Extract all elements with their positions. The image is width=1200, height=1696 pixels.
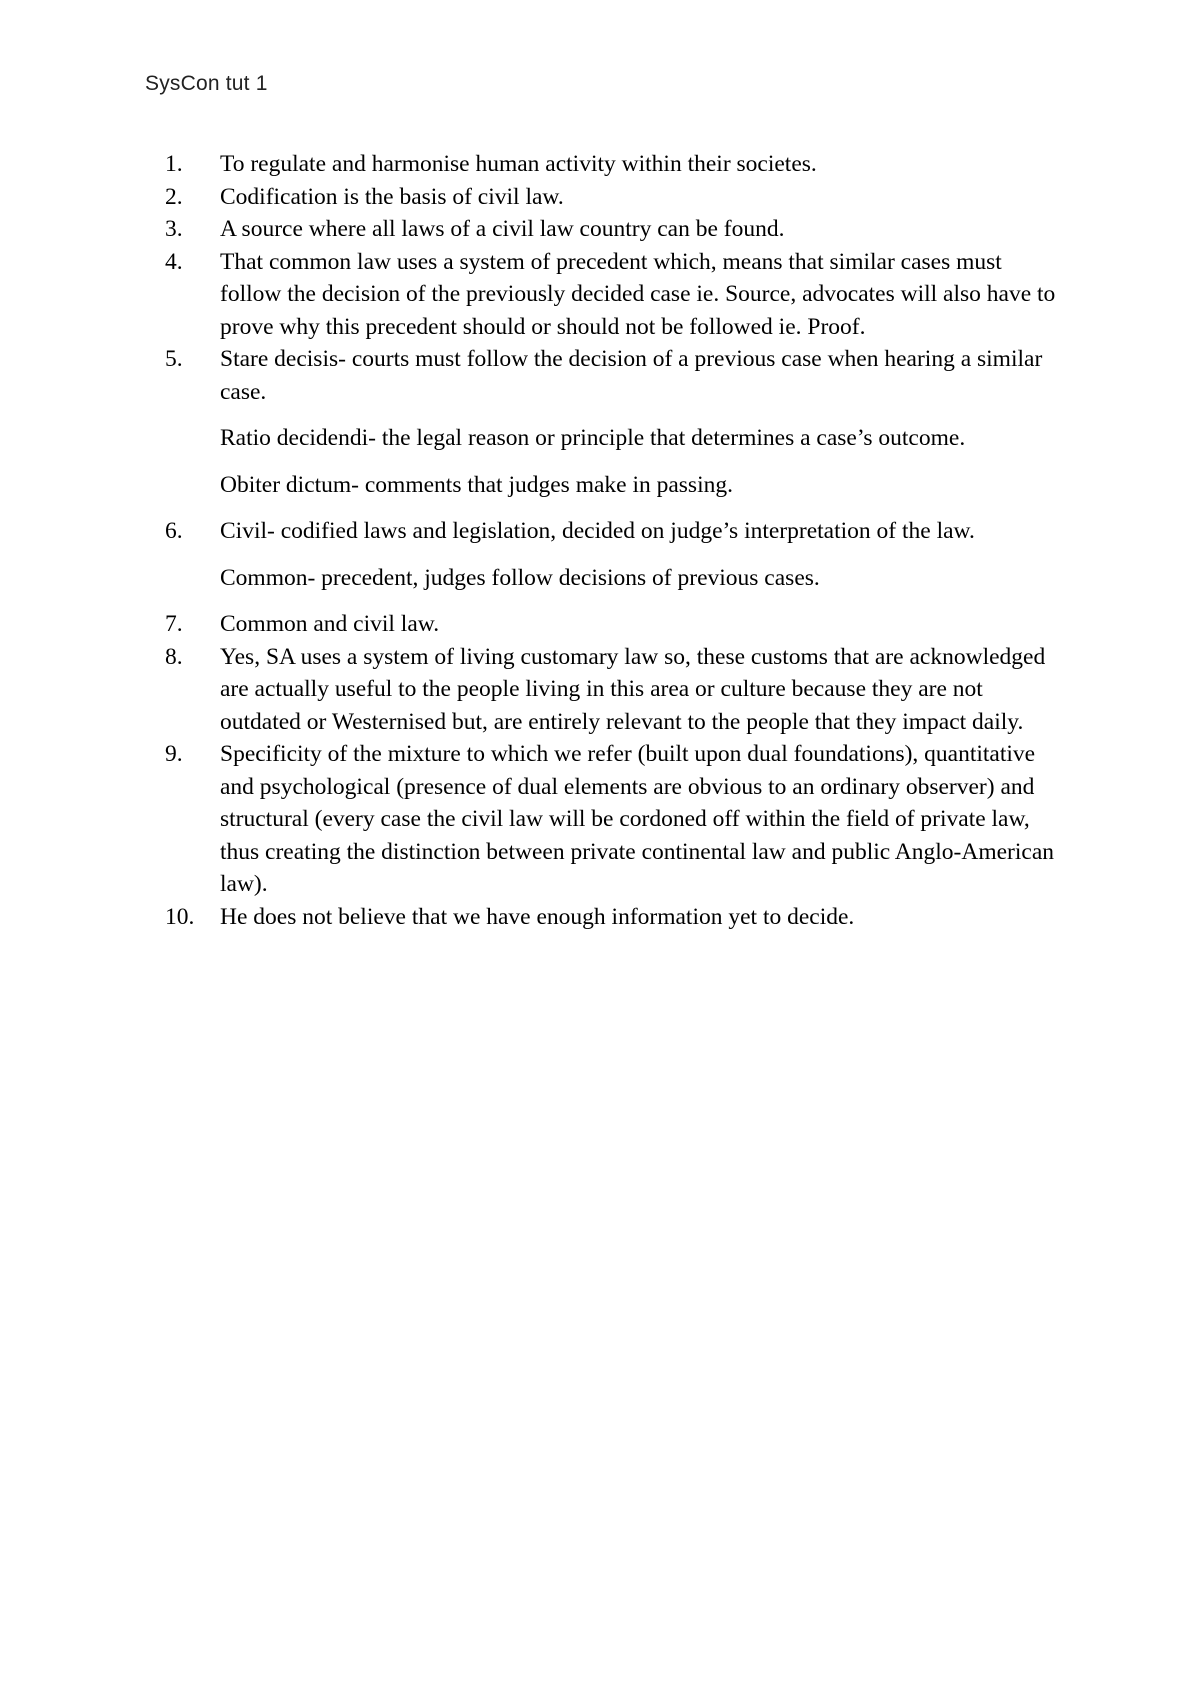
answer-text: Specificity of the mixture to which we refer (built upon dual foundations), quantitative and psychological (presence of dual elements are obvious to an ordinary observer) and structural (every case the civil law will be cordoned off within the field of private law, thus creating the distinction between private continental law and public Anglo-American law). — [220, 741, 1054, 897]
answer-number: 8. — [165, 643, 183, 670]
ratio-decidendi-paragraph: Ratio decidendi- the legal reason or principle that determines a case’s outcome. — [220, 425, 966, 451]
answer-text: That common law uses a system of precedent which, means that similar cases must follow the decision of the previously decided case ie. Source, advocates will also have to prove why this precedent should or should not be followed ie. Proof. — [220, 248, 1056, 340]
obiter-dictum-paragraph: Obiter dictum- comments that judges make in passing. — [220, 471, 733, 498]
answer-text: Stare decisis- courts must follow the decision of a previous case when hearing a similar case. — [220, 346, 1043, 405]
common-law-paragraph: Common- precedent, judges follow decisions of previous cases. — [220, 564, 820, 591]
answer-item-2 — [165, 181, 1065, 214]
answer-number: 1. — [165, 151, 183, 177]
answer-number: 10. — [165, 903, 195, 930]
answer-text: He does not believe that we have enough information yet to decide. — [220, 903, 855, 930]
answer-number: 7. — [165, 611, 183, 637]
answer-item-9 — [165, 738, 1065, 901]
answer-item-7 — [165, 608, 1065, 641]
document-header: SysCon tut 1 — [145, 72, 268, 95]
answer-item-3 — [165, 213, 1065, 246]
answer-text: Civil- codified laws and legislation, decided on judge’s interpretation of the law. — [220, 518, 975, 544]
answer-number: 9. — [165, 741, 183, 767]
answer-item-10 — [165, 901, 1065, 934]
answer-text: A source where all laws of a civil law country can be found. — [220, 216, 785, 242]
answer-list — [165, 148, 1065, 933]
answer-item-5 — [165, 343, 1065, 501]
answer-number: 4. — [165, 248, 183, 275]
answer-item-6 — [165, 515, 1065, 594]
answer-item-1 — [165, 148, 1065, 181]
answer-number: 5. — [165, 346, 183, 372]
answer-text: Yes, SA uses a system of living customary law so, these customs that are acknowledged are actually useful to the people living in this area or culture because they are not outdated or Westernised but, are entirely relevant to the people that they impact daily. — [220, 643, 1046, 735]
answer-item-4 — [165, 246, 1065, 344]
answer-text: To regulate and harmonise human activity within their societes. — [220, 151, 817, 177]
answer-text: Common and civil law. — [220, 611, 440, 637]
answer-number: 2. — [165, 183, 183, 210]
answer-number: 3. — [165, 216, 183, 242]
answer-item-8 — [165, 641, 1065, 739]
answer-number: 6. — [165, 518, 183, 544]
answer-text: Codification is the basis of civil law. — [220, 183, 564, 210]
